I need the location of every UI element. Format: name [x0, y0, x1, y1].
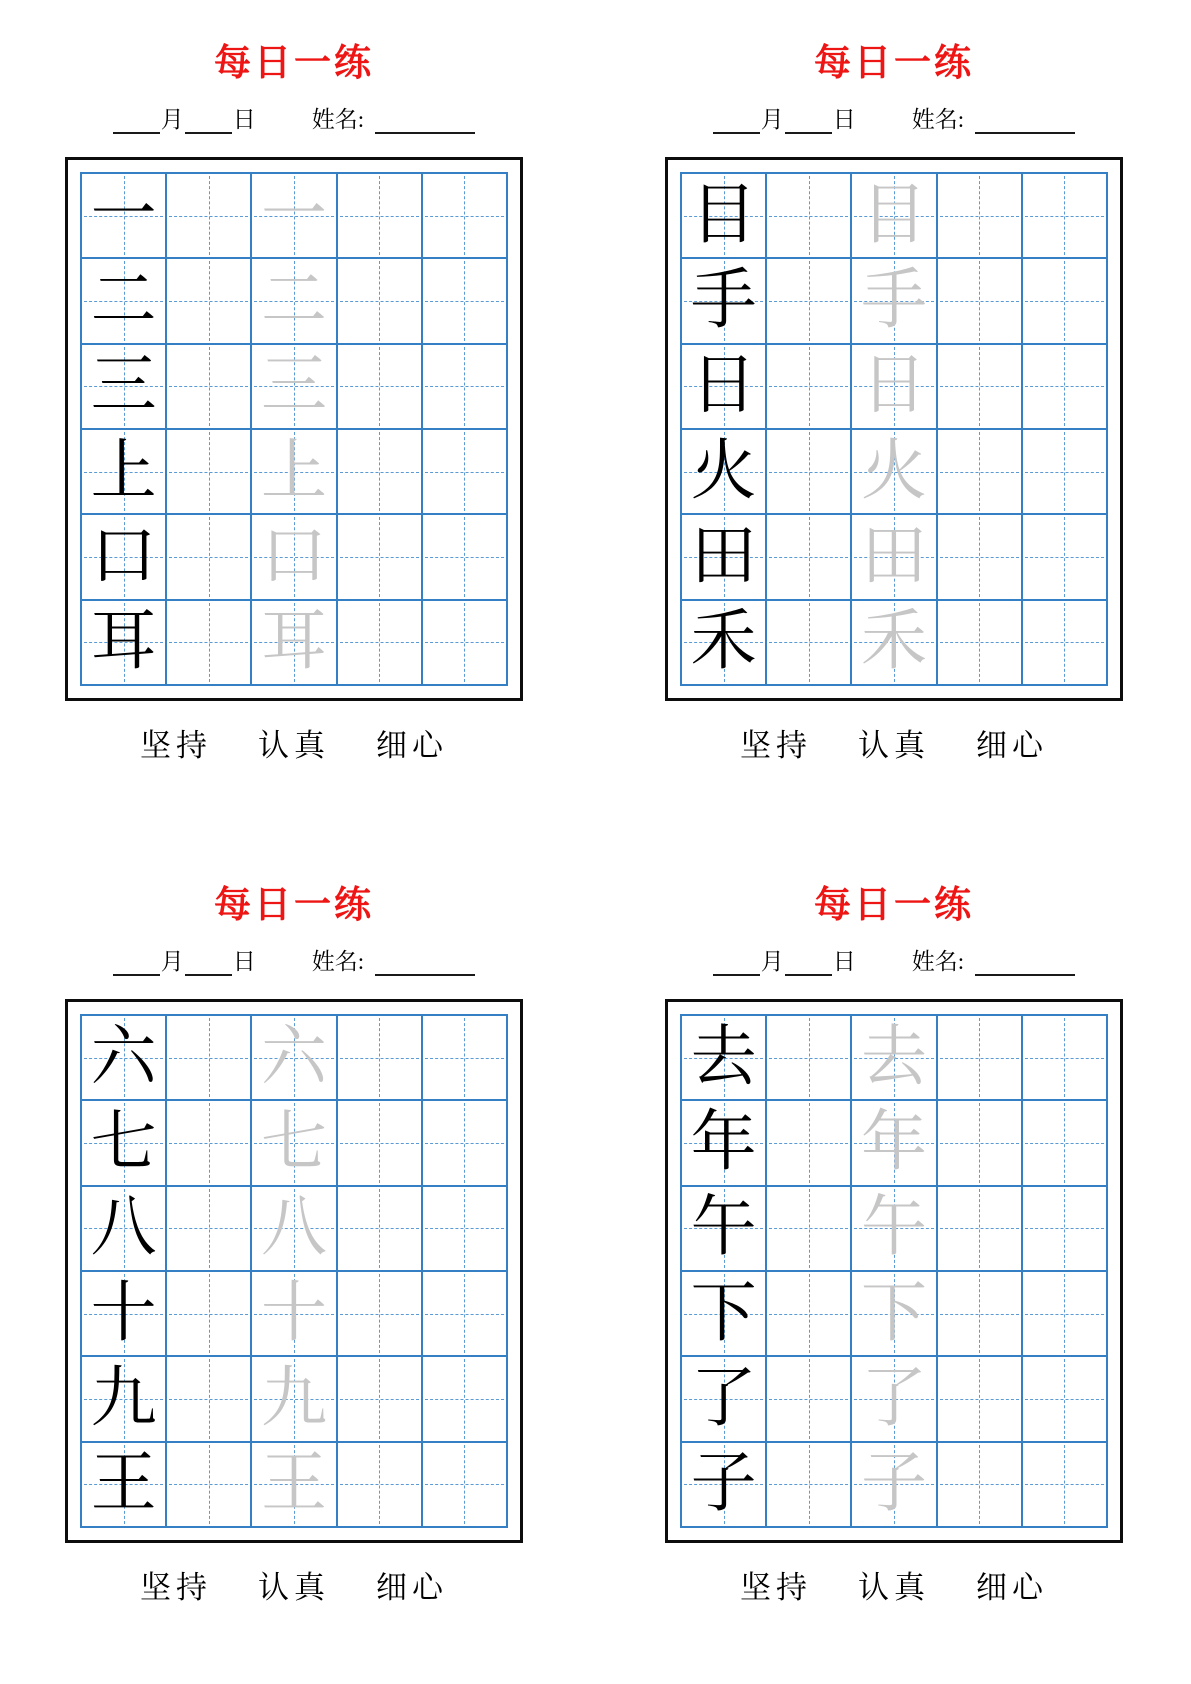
practice-cell	[681, 429, 766, 514]
worksheet-title: 每日一练	[214, 43, 374, 84]
practice-grid-frame	[65, 157, 523, 701]
practice-cell	[766, 514, 851, 599]
practice-cell	[766, 173, 851, 258]
practice-cell	[81, 1271, 166, 1356]
practice-cell	[166, 258, 251, 343]
practice-cell	[251, 344, 336, 429]
practice-cell	[251, 429, 336, 514]
trace-character: 年	[860, 1105, 927, 1179]
practice-cell	[422, 514, 507, 599]
month-blank	[713, 108, 760, 134]
footer-motto	[665, 726, 1123, 766]
month-blank	[113, 950, 160, 976]
practice-cell	[81, 1442, 166, 1527]
practice-cell	[337, 600, 422, 685]
practice-cell	[422, 600, 507, 685]
practice-cell	[422, 1356, 507, 1441]
trace-character: 下	[860, 1276, 927, 1350]
practice-cell	[681, 344, 766, 429]
practice-cell	[681, 1100, 766, 1185]
practice-grid	[680, 172, 1108, 686]
practice-cell	[851, 344, 936, 429]
trace-character: 十	[260, 1276, 327, 1350]
practice-cell	[937, 1356, 1022, 1441]
practice-cell	[681, 1442, 766, 1527]
practice-character: 了	[690, 1361, 757, 1435]
footer-word: 坚持	[140, 1570, 212, 1605]
practice-cell	[251, 1186, 336, 1271]
day-label: 日	[232, 949, 256, 974]
month-label: 月	[760, 949, 784, 974]
practice-cell	[851, 1015, 936, 1100]
name-label: 姓名:	[911, 107, 965, 132]
practice-cell	[681, 1186, 766, 1271]
practice-cell	[766, 1271, 851, 1356]
practice-cell	[851, 1442, 936, 1527]
practice-character: 王	[90, 1447, 157, 1521]
practice-character: 一	[90, 178, 157, 252]
name-label: 姓名:	[311, 107, 365, 132]
practice-cell	[337, 429, 422, 514]
practice-character: 八	[90, 1191, 157, 1265]
practice-character: 午	[690, 1191, 757, 1265]
practice-cell	[337, 258, 422, 343]
footer-word: 认真	[258, 1570, 330, 1605]
practice-cell	[166, 514, 251, 599]
day-blank	[785, 950, 832, 976]
practice-cell	[337, 1356, 422, 1441]
practice-cell	[166, 600, 251, 685]
date-name-line	[65, 102, 523, 134]
practice-cell	[681, 1271, 766, 1356]
practice-cell	[422, 258, 507, 343]
practice-cell	[166, 1271, 251, 1356]
practice-cell	[1022, 1356, 1107, 1441]
practice-cell	[766, 429, 851, 514]
practice-cell	[422, 429, 507, 514]
trace-character: 子	[860, 1447, 927, 1521]
practice-cell	[681, 1015, 766, 1100]
trace-character: 去	[860, 1020, 927, 1094]
practice-cell	[937, 173, 1022, 258]
practice-cell	[851, 429, 936, 514]
practice-cell	[81, 173, 166, 258]
worksheet-title: 每日一练	[814, 43, 974, 84]
practice-character: 年	[690, 1105, 757, 1179]
trace-character: 九	[260, 1361, 327, 1435]
practice-grid-frame	[665, 999, 1123, 1543]
practice-cell	[337, 344, 422, 429]
practice-cell	[766, 1015, 851, 1100]
practice-cell	[937, 1271, 1022, 1356]
trace-character: 火	[860, 434, 927, 508]
name-blank	[975, 950, 1075, 976]
practice-cell	[937, 429, 1022, 514]
day-label: 日	[832, 107, 856, 132]
practice-grid	[80, 172, 508, 686]
month-blank	[113, 108, 160, 134]
trace-character: 禾	[860, 605, 927, 679]
practice-character: 九	[90, 1361, 157, 1435]
practice-cell	[766, 1442, 851, 1527]
practice-cell	[81, 1100, 166, 1185]
practice-cell	[251, 600, 336, 685]
practice-cell	[337, 1442, 422, 1527]
trace-character: 田	[860, 519, 927, 593]
practice-cell	[766, 258, 851, 343]
trace-character: 一	[260, 178, 327, 252]
practice-cell	[1022, 429, 1107, 514]
practice-character: 子	[690, 1447, 757, 1521]
trace-character: 午	[860, 1191, 927, 1265]
practice-cell	[81, 1356, 166, 1441]
practice-cell	[681, 600, 766, 685]
practice-character: 下	[690, 1276, 757, 1350]
practice-cell	[166, 173, 251, 258]
practice-cell	[681, 173, 766, 258]
name-blank	[975, 108, 1075, 134]
trace-character: 口	[260, 519, 327, 593]
practice-character: 耳	[90, 605, 157, 679]
practice-cell	[81, 1015, 166, 1100]
practice-cell	[81, 344, 166, 429]
trace-character: 六	[260, 1020, 327, 1094]
trace-character: 日	[860, 349, 927, 423]
footer-word: 细心	[976, 728, 1048, 763]
trace-character: 上	[260, 434, 327, 508]
practice-cell	[337, 173, 422, 258]
practice-cell	[851, 514, 936, 599]
practice-character: 二	[90, 263, 157, 337]
practice-cell	[422, 173, 507, 258]
date-name-line	[65, 944, 523, 976]
footer-word: 坚持	[740, 1570, 812, 1605]
trace-character: 手	[860, 263, 927, 337]
trace-character: 目	[860, 178, 927, 252]
practice-cell	[1022, 1186, 1107, 1271]
practice-grid-frame	[65, 999, 523, 1543]
practice-cell	[337, 514, 422, 599]
practice-cell	[166, 1442, 251, 1527]
practice-cell	[166, 429, 251, 514]
practice-cell	[422, 1442, 507, 1527]
practice-cell	[766, 600, 851, 685]
practice-cell	[81, 429, 166, 514]
practice-cell	[422, 1271, 507, 1356]
footer-word: 坚持	[740, 728, 812, 763]
practice-cell	[1022, 1100, 1107, 1185]
practice-cell	[337, 1100, 422, 1185]
day-blank	[185, 108, 232, 134]
practice-cell	[251, 1442, 336, 1527]
footer-motto	[65, 1568, 523, 1608]
footer-word: 细心	[976, 1570, 1048, 1605]
practice-cell	[937, 1442, 1022, 1527]
month-label: 月	[160, 949, 184, 974]
name-label: 姓名:	[311, 949, 365, 974]
month-label: 月	[160, 107, 184, 132]
practice-grid-frame	[665, 157, 1123, 701]
practice-cell	[1022, 600, 1107, 685]
practice-cell	[681, 1356, 766, 1441]
name-blank	[375, 108, 475, 134]
practice-cell	[337, 1271, 422, 1356]
practice-cell	[1022, 514, 1107, 599]
practice-cell	[166, 1100, 251, 1185]
practice-cell	[851, 173, 936, 258]
practice-character: 七	[90, 1105, 157, 1179]
practice-character: 日	[690, 349, 757, 423]
trace-character: 二	[260, 263, 327, 337]
footer-word: 坚持	[140, 728, 212, 763]
day-label: 日	[232, 107, 256, 132]
worksheet-title: 每日一练	[814, 885, 974, 926]
footer-word: 认真	[258, 728, 330, 763]
practice-character: 手	[690, 263, 757, 337]
practice-cell	[337, 1015, 422, 1100]
practice-cell	[81, 514, 166, 599]
trace-character: 耳	[260, 605, 327, 679]
practice-cell	[337, 1186, 422, 1271]
practice-character: 火	[690, 434, 757, 508]
name-blank	[375, 950, 475, 976]
practice-character: 上	[90, 434, 157, 508]
worksheet-top-right	[665, 42, 1123, 832]
practice-cell	[422, 1186, 507, 1271]
practice-character: 六	[90, 1020, 157, 1094]
trace-character: 王	[260, 1447, 327, 1521]
practice-character: 目	[690, 178, 757, 252]
practice-cell	[851, 1356, 936, 1441]
trace-character: 了	[860, 1361, 927, 1435]
practice-cell	[251, 1015, 336, 1100]
practice-cell	[251, 258, 336, 343]
practice-cell	[251, 1100, 336, 1185]
practice-cell	[422, 344, 507, 429]
trace-character: 七	[260, 1105, 327, 1179]
day-blank	[785, 108, 832, 134]
practice-cell	[166, 1186, 251, 1271]
practice-cell	[766, 1100, 851, 1185]
practice-character: 三	[90, 349, 157, 423]
day-blank	[185, 950, 232, 976]
practice-cell	[937, 344, 1022, 429]
practice-cell	[251, 173, 336, 258]
footer-word: 细心	[376, 1570, 448, 1605]
practice-cell	[937, 514, 1022, 599]
footer-word: 细心	[376, 728, 448, 763]
practice-cell	[251, 514, 336, 599]
practice-cell	[1022, 1442, 1107, 1527]
month-label: 月	[760, 107, 784, 132]
practice-cell	[1022, 258, 1107, 343]
worksheet-bottom-left	[65, 884, 523, 1674]
day-label: 日	[832, 949, 856, 974]
footer-word: 认真	[858, 728, 930, 763]
worksheet-title: 每日一练	[214, 885, 374, 926]
practice-character: 十	[90, 1276, 157, 1350]
practice-cell	[1022, 344, 1107, 429]
practice-character: 禾	[690, 605, 757, 679]
practice-cell	[251, 1356, 336, 1441]
footer-word: 认真	[858, 1570, 930, 1605]
practice-cell	[766, 1186, 851, 1271]
practice-cell	[937, 600, 1022, 685]
trace-character: 八	[260, 1191, 327, 1265]
practice-character: 口	[90, 519, 157, 593]
practice-grid	[680, 1014, 1108, 1528]
practice-cell	[937, 1015, 1022, 1100]
footer-motto	[665, 1568, 1123, 1608]
footer-motto	[65, 726, 523, 766]
month-blank	[713, 950, 760, 976]
practice-cell	[766, 344, 851, 429]
practice-cell	[422, 1015, 507, 1100]
practice-cell	[681, 258, 766, 343]
date-name-line	[665, 944, 1123, 976]
practice-cell	[166, 1015, 251, 1100]
practice-cell	[937, 1100, 1022, 1185]
practice-cell	[422, 1100, 507, 1185]
practice-cell	[81, 258, 166, 343]
practice-cell	[166, 344, 251, 429]
date-name-line	[665, 102, 1123, 134]
practice-cell	[166, 1356, 251, 1441]
worksheet-top-left	[65, 42, 523, 832]
practice-cell	[937, 1186, 1022, 1271]
practice-character: 田	[690, 519, 757, 593]
practice-cell	[81, 1186, 166, 1271]
practice-cell	[766, 1356, 851, 1441]
practice-cell	[1022, 1015, 1107, 1100]
practice-grid	[80, 1014, 508, 1528]
practice-cell	[81, 600, 166, 685]
practice-cell	[851, 1186, 936, 1271]
practice-cell	[851, 258, 936, 343]
practice-cell	[1022, 173, 1107, 258]
practice-character: 去	[690, 1020, 757, 1094]
practice-cell	[851, 600, 936, 685]
practice-cell	[251, 1271, 336, 1356]
practice-cell	[851, 1271, 936, 1356]
practice-cell	[851, 1100, 936, 1185]
name-label: 姓名:	[911, 949, 965, 974]
practice-cell	[681, 514, 766, 599]
worksheet-bottom-right	[665, 884, 1123, 1674]
practice-cell	[937, 258, 1022, 343]
practice-cell	[1022, 1271, 1107, 1356]
trace-character: 三	[260, 349, 327, 423]
